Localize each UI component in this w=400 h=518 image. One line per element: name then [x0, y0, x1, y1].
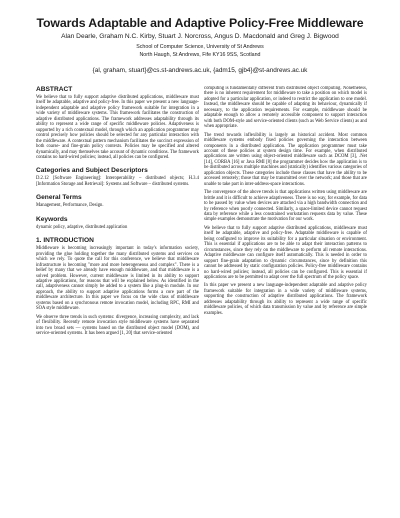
body-paragraph-1: computing is fundamentally different from distributed object computing. Nonetheless, there is no inherent requirement for middleware to take a position on which model is adopted for a particular application, or indeed to restrict the application to one model. Instead, the middleware should be capable of adapting its behaviour, dynamically if necessary, to the application requirements. For example, middleware should be adaptable enough to allow a remotely accessible component to support interaction with both DOM-style and service-oriented clients (such as Web Service clients) as and when appropriate. — [204, 86, 367, 130]
general-terms-heading: General Terms — [36, 194, 82, 202]
author-list: Alan Dearle, Graham N.C. Kirby, Stuart J. Norcross, Angus D. Macdonald and Greg J. Bigwood — [61, 33, 339, 40]
general-terms-text: Management, Performance, Design. — [36, 203, 104, 209]
introduction-paragraph-1: Middleware is becoming increasingly important in today's information society, providing the glue holding together the many distributed systems and services on which we rely. To quote the call for this conference, we believe that middleware infrastructure is becoming "more and more heterogeneous and complex". There is a belief by many that we already have enough middleware, and that middleware is a solved problem. However, current middleware is limited in its ability to support adaptive applications, for reasons that will be explained below. As identified in the call, adaptiveness cannot simply be added to a system like a plug-in module. In our approach, the ability to support adaptive applications forms a core part of the middleware architecture. In this paper we focus on the wide class of middleware systems based on a synchronous remote invocation model, including RPC, RMI and SOA style middleware. — [36, 246, 199, 312]
keywords-text: dynamic policy, adaptive, distributed application — [36, 224, 128, 230]
abstract-text: We believe that to fully support adaptive distributed applications, middleware must itself be adaptable, adaptive and policy-free. In this paper we present a new language-independent adaptable and adaptive policy framework suitable for integration in a wide variety of middleware systems. This framework facilitates the construction of adaptive distributed applications. The framework addresses adaptability through its ability to represent a wide range of specific middleware policies. Adaptiveness is supported by a rich contextual model, through which an application programmer may control precisely how policies should be selected for any particular interaction with the middleware. A contextual pattern mechanism facilitates the succinct expression of both coarse- and fine-grain policy contexts. Policies may be specified and altered dynamically, and may themselves take account of dynamic conditions. The framework contains no hard-wired policies; instead, all policies can be configured. — [36, 95, 199, 160]
body-paragraph-2: The trend towards inflexibility is largely an historical accident. Most common middleware systems embody fixed policies governing the interaction between components in a distributed application. The application programmer must take account of these policies at system design time. For example, when distributed applications are written using object-oriented middleware such as DCOM [3], .Net [14], CORBA [16] or Java RMI [8] the programmer decides how the application is to be distributed across multiple machines and (statically) identifies various categories of application objects. These categories include those classes that have the ability to be accessed remotely; those that may be transmitted over the network; and those that are unable to take part in inter-address-space interactions. — [204, 132, 367, 187]
left-column — [36, 86, 199, 512]
body-paragraph-5: In this paper we present a new language-independent adaptable and adaptive policy framework suitable for integration in a wide variety of middleware systems, supporting the construction of adaptive distributed applications. The framework addresses adaptability through its ability to represent a wide range of specific middleware policies, of which data transmission by value and by reference are simple examples. — [204, 283, 367, 316]
body-paragraph-3: The convergence of the above trends is that applications written using middleware are brittle and it is difficult to achieve adaptiveness. There is no way, for example, for data to be passed by value when devices are attached via a high bandwidth connection and by reference when poorly connected. Similarly, a space-limited device cannot request data by reference while a less constrained workstation requests data by value. These simple examples demonstrate the motivation for our work. — [204, 190, 367, 223]
categories-text: D.2.12 [Software Engineering]: Interoperability – distributed objects; H.3.4 [Information Storage and Retrieval]: Systems and Software – distributed systems. — [36, 176, 199, 187]
abstract-heading: ABSTRACT — [36, 86, 73, 93]
paper-title: Towards Adaptable and Adaptive Policy-Free Middleware — [36, 16, 364, 30]
affiliation-line-1: School of Computer Science, University of St Andrews — [136, 44, 264, 50]
right-column — [204, 86, 367, 512]
author-emails: {al, graham, stuart}@cs.st-andrews.ac.uk, {adm15, gjb4}@st-andrews.ac.uk — [92, 67, 308, 74]
introduction-paragraph-2: We observe three trends in such systems: divergence, increasing complexity, and lack of flexibility. Recently remote invocation style middleware systems have separated into two broad sets — systems based on the distributed object model (DOM), and service-oriented systems. It has been argued [1, 20] that service-oriented — [36, 314, 199, 337]
body-paragraph-4: We believe that to fully support adaptive distributed applications, middleware must itself be adaptable, adaptive and policy-free. Adaptable middleware is capable of being configured to improve its suitability for a particular situation or environment. This is essential if applications are to be able to adapt their interaction patterns to circumstances, since they rely on the middleware to perform all remote interactions. Adaptive middleware can configure itself automatically. This is needed in order to support fine-grain adaptation to dynamic circumstances, since by definition this cannot be addressed by static configuration policies. Policy-free middleware contains no hard-wired policies; instead, all policies can be configured. This is essential if applications are to be permitted to adapt over the full spectrum of the policy space. — [204, 225, 367, 280]
affiliation-line-2: North Haugh, St Andrews, Fife KY16 9SS, Scotland — [139, 52, 261, 58]
introduction-heading: 1. INTRODUCTION — [36, 237, 94, 245]
categories-heading: Categories and Subject Descriptors — [36, 167, 148, 175]
keywords-heading: Keywords — [36, 215, 68, 223]
